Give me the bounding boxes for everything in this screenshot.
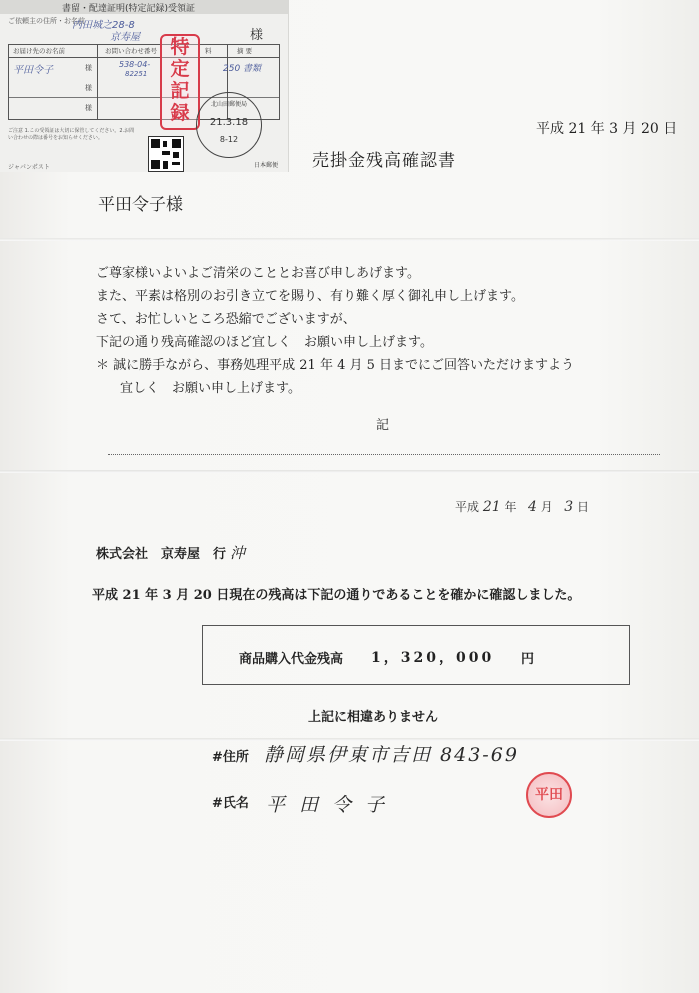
body-line: また、平素は格別のお引き立てを賜り、有り難く厚く御礼申し上げます。 <box>96 289 524 304</box>
postmark <box>196 92 262 158</box>
reply-year-handwritten: 21 <box>482 499 501 515</box>
col-number: お問い合わせ番号 <box>105 47 157 55</box>
postmark-date: 21.3.18 <box>209 117 249 128</box>
balance-unit: 円 <box>521 652 535 667</box>
cut-line <box>108 454 660 455</box>
recipient-handwritten: 平田令子 <box>13 65 53 76</box>
col-fee: 料 <box>205 47 212 55</box>
receipt-title: 書留・配達証明(特定記録)受領証 <box>62 4 196 14</box>
name-handwritten: 平田令子 <box>266 794 399 816</box>
addressee: 平田令子様 <box>98 195 183 215</box>
personal-seal: 平田 <box>526 772 572 818</box>
tracking-number-handwritten-2: 82251 <box>125 70 148 78</box>
postmark-office: 北山田郵便局 <box>210 101 247 108</box>
balance-amount: 1，320，000 <box>371 650 495 666</box>
tracking-number-handwritten: 538-04- <box>119 60 151 69</box>
sender-suffix: 様 <box>250 28 264 43</box>
issue-date: 平成 21 年 3 月 20 日 <box>536 121 678 137</box>
paper-fold <box>0 470 699 473</box>
row-suffix: 様 <box>85 104 92 112</box>
special-record-stamp: 特 定 記 録 <box>160 34 200 130</box>
col-recipient: お届け先のお名前 <box>13 47 65 55</box>
post-logo: 日本郵便 <box>254 162 279 169</box>
address-handwritten: 静岡県伊東市吉田 843-69 <box>264 744 519 766</box>
qr-code-icon <box>148 136 184 172</box>
sender-label: ご依頼主の住所・お名前 <box>8 17 85 25</box>
address-label: #住所 <box>212 750 249 765</box>
company-name: 株式会社 京寿屋 行 沖 <box>96 544 246 562</box>
no-discrepancy-statement: 上記に相違ありません <box>308 710 439 725</box>
reply-date: 平成 21 年 4 月 3 日 <box>455 499 589 515</box>
reply-day-handwritten: 3 <box>564 499 574 515</box>
confirmation-statement: 平成 21 年 3 月 20 日現在の残高は下記の通りであることを確かに確認しました。 <box>92 588 581 603</box>
paper-fold <box>0 238 699 241</box>
body-line: さて、お忙しいところ恐縮でございますが、 <box>96 312 356 327</box>
name-label: #氏名 <box>212 796 249 811</box>
deadline-note-2: 宜しく お願い申し上げます。 <box>120 381 301 396</box>
sender-handwritten-2: 京寿屋 <box>110 32 140 43</box>
receipt-notes: ご注意 1.この受領証は大切に保管してください。2.お問い合わせの際は番号をお知らせください。 <box>8 128 135 141</box>
sender-handwritten: 内田城之28-8 <box>72 20 135 31</box>
document-title: 売掛金残高確認書 <box>312 151 456 171</box>
body-line: 下記の通り残高確認のほど宜しく お願い申し上げます。 <box>96 335 433 350</box>
company-handwritten: 沖 <box>230 544 246 562</box>
registered-mail-receipt <box>0 0 289 172</box>
row-suffix: 様 <box>85 64 92 72</box>
col-note: 摘 要 <box>237 47 253 55</box>
row-suffix: 様 <box>85 84 92 92</box>
ki-heading: 記 <box>376 418 390 433</box>
deadline-note: ＊ 誠に勝手ながら、事務処理平成 21 年 4 月 5 日までにご回答いただけますよう <box>96 358 575 373</box>
receipt-footer: ジャパンポスト <box>8 164 50 171</box>
letter-body <box>96 262 574 400</box>
balance-label: 商品購入代金残高 <box>239 652 344 667</box>
receipt-table-header <box>9 45 279 58</box>
balance-box <box>202 625 630 685</box>
item-type-handwritten: 250 書類 <box>223 64 262 74</box>
reply-month-handwritten: 4 <box>527 499 537 515</box>
body-line: ご尊家様いよいよご清栄のこととお喜び申しあげます。 <box>96 266 420 281</box>
postmark-time: 8-12 <box>219 135 239 144</box>
